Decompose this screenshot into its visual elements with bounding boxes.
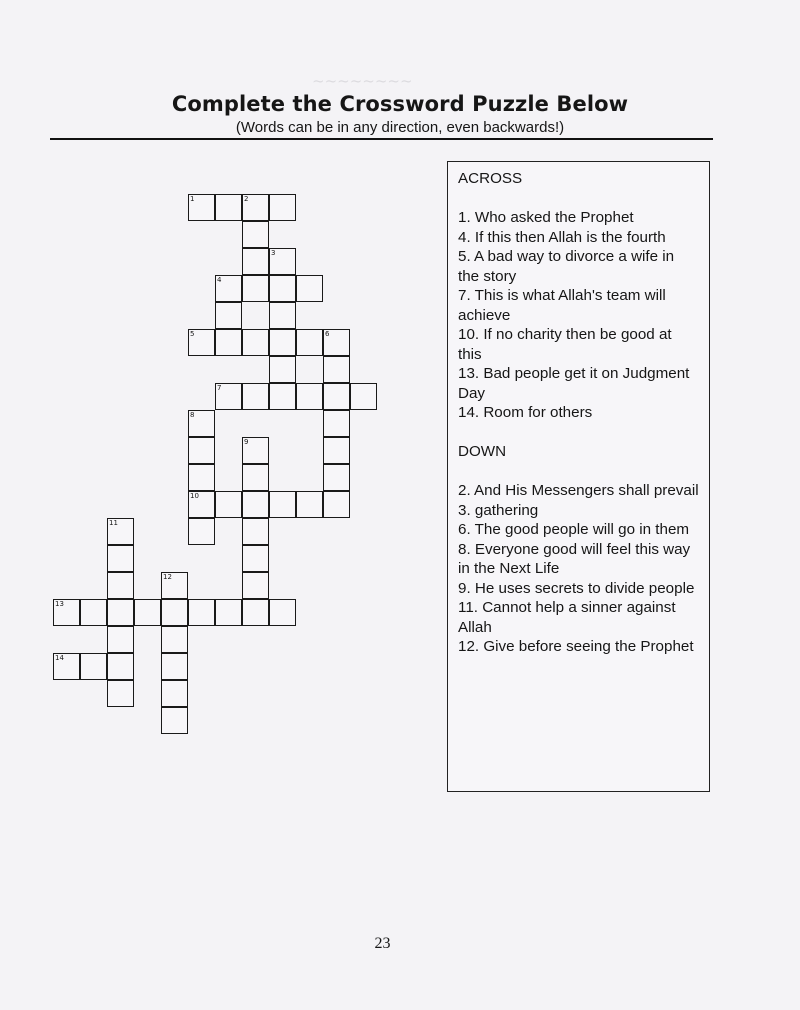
down-clue: 3. gathering xyxy=(458,501,539,519)
page-number: 23 xyxy=(374,935,391,952)
crossword-cell[interactable] xyxy=(107,599,134,626)
crossword-cell[interactable] xyxy=(269,194,296,221)
crossword-cell[interactable] xyxy=(269,383,296,410)
clue-number: 13 xyxy=(55,600,64,608)
across-clue: 7. This is what Allah's team will achieve xyxy=(458,287,666,324)
crossword-cell[interactable] xyxy=(269,599,296,626)
crossword-cell[interactable] xyxy=(323,356,350,383)
across-clue: 10. If no charity then be good at this xyxy=(458,326,672,363)
title-divider xyxy=(50,138,713,140)
crossword-cell[interactable] xyxy=(242,248,269,275)
crossword-cell[interactable] xyxy=(323,329,350,356)
down-clue: 2. And His Messengers shall prevail xyxy=(458,482,699,499)
crossword-cell[interactable] xyxy=(161,626,188,653)
crossword-cell[interactable] xyxy=(107,545,134,572)
crossword-cell[interactable] xyxy=(296,275,323,302)
crossword-cell[interactable] xyxy=(242,599,269,626)
crossword-cell[interactable] xyxy=(188,464,215,491)
down-clue: 12. Give before seeing the Prophet xyxy=(458,638,694,655)
crossword-cell[interactable] xyxy=(323,464,350,491)
crossword-cell[interactable] xyxy=(188,194,215,221)
clue-number: 3 xyxy=(271,249,276,257)
crossword-cell[interactable] xyxy=(161,653,188,680)
crossword-cell[interactable] xyxy=(107,572,134,599)
crossword-cell[interactable] xyxy=(350,383,377,410)
across-clue: 13. Bad people get it on Judgment Day xyxy=(458,365,690,402)
crossword-cell[interactable] xyxy=(215,329,242,356)
crossword-cell[interactable] xyxy=(188,410,215,437)
across-clue: 5. A bad way to divorce a wife in the story xyxy=(458,248,675,285)
crossword-cell[interactable] xyxy=(242,572,269,599)
crossword-cell[interactable] xyxy=(188,599,215,626)
crossword-cell[interactable] xyxy=(242,383,269,410)
crossword-cell[interactable] xyxy=(242,194,269,221)
down-clue: 8. Everyone good will feel this way in the Next Life xyxy=(458,540,691,577)
down-heading: DOWN xyxy=(458,443,507,460)
crossword-cell[interactable] xyxy=(215,383,242,410)
crossword-cell[interactable] xyxy=(107,680,134,707)
crossword-cell[interactable] xyxy=(323,410,350,437)
crossword-cell[interactable] xyxy=(188,518,215,545)
crossword-cell[interactable] xyxy=(107,518,134,545)
crossword-cell[interactable] xyxy=(269,356,296,383)
across-clue-list xyxy=(458,208,699,423)
crossword-cell[interactable] xyxy=(242,437,269,464)
clue-number: 7 xyxy=(217,384,222,392)
clue-number: 2 xyxy=(244,195,249,203)
crossword-cell[interactable] xyxy=(269,302,296,329)
crossword-cell[interactable] xyxy=(107,653,134,680)
clue-number: 12 xyxy=(163,573,172,581)
bleed-through-text: ~~~~~~~~ xyxy=(312,72,413,90)
crossword-cell[interactable] xyxy=(80,653,107,680)
page-title: Complete the Crossword Puzzle Below xyxy=(171,92,629,116)
crossword-cell[interactable] xyxy=(53,653,80,680)
across-clue: 4. If this then Allah is the fourth xyxy=(458,228,666,246)
clue-number: 1 xyxy=(190,195,195,203)
crossword-cell[interactable] xyxy=(161,707,188,734)
crossword-cell[interactable] xyxy=(215,491,242,518)
crossword-cell[interactable] xyxy=(242,464,269,491)
crossword-cell[interactable] xyxy=(134,599,161,626)
crossword-cell[interactable] xyxy=(161,599,188,626)
clue-number: 14 xyxy=(55,654,64,662)
crossword-cell[interactable] xyxy=(242,518,269,545)
crossword-cell[interactable] xyxy=(323,437,350,464)
crossword-cell[interactable] xyxy=(215,599,242,626)
across-clue: 14. Room for others xyxy=(458,404,593,421)
crossword-cell[interactable] xyxy=(269,248,296,275)
clue-number: 8 xyxy=(190,411,195,419)
clue-number: 11 xyxy=(109,519,118,527)
clue-number: 9 xyxy=(244,438,249,446)
clue-number: 6 xyxy=(325,330,330,338)
crossword-cell[interactable] xyxy=(53,599,80,626)
crossword-cell[interactable] xyxy=(161,680,188,707)
page-subtitle: (Words can be in any direction, even backwards!) xyxy=(235,119,565,136)
clue-box xyxy=(447,161,710,792)
crossword-cell[interactable] xyxy=(215,275,242,302)
across-clue: 1. Who asked the Prophet xyxy=(458,209,634,226)
crossword-cell[interactable] xyxy=(269,275,296,302)
crossword-cell[interactable] xyxy=(242,491,269,518)
crossword-cell[interactable] xyxy=(296,491,323,518)
crossword-cell[interactable] xyxy=(296,383,323,410)
clue-number: 4 xyxy=(217,276,222,284)
down-clue: 6. The good people will go in them xyxy=(458,521,690,538)
crossword-cell[interactable] xyxy=(161,572,188,599)
crossword-cell[interactable] xyxy=(107,626,134,653)
crossword-cell[interactable] xyxy=(215,194,242,221)
crossword-cell[interactable] xyxy=(188,491,215,518)
crossword-cell[interactable] xyxy=(242,221,269,248)
crossword-cell[interactable] xyxy=(242,329,269,356)
down-clue-list xyxy=(458,481,699,657)
crossword-cell[interactable] xyxy=(215,302,242,329)
down-clue: 11. Cannot help a sinner against Allah xyxy=(458,599,676,636)
down-clue: 9. He uses secrets to divide people xyxy=(458,579,695,597)
clue-number: 5 xyxy=(190,330,195,338)
across-heading: ACROSS xyxy=(458,170,523,187)
crossword-cell[interactable] xyxy=(242,545,269,572)
crossword-cell[interactable] xyxy=(323,383,350,410)
crossword-cell[interactable] xyxy=(269,491,296,518)
crossword-cell[interactable] xyxy=(80,599,107,626)
crossword-cell[interactable] xyxy=(188,329,215,356)
crossword-cell[interactable] xyxy=(269,329,296,356)
clue-number: 10 xyxy=(190,492,199,500)
crossword-cell[interactable] xyxy=(323,491,350,518)
crossword-cell[interactable] xyxy=(188,437,215,464)
crossword-cell[interactable] xyxy=(296,329,323,356)
crossword-cell[interactable] xyxy=(242,275,269,302)
